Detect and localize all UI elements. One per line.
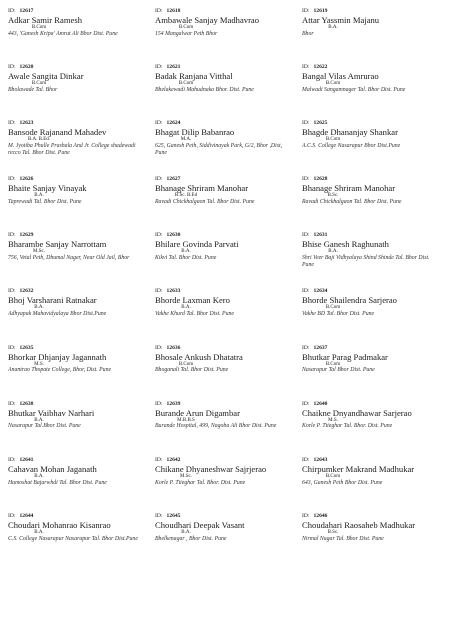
member-address: Adhyapak Mahavidyalaya Bhor Dist.Pune	[8, 311, 107, 318]
id-label: ID:	[155, 64, 163, 71]
member-name: Awale Sangita Dinkar	[8, 71, 84, 82]
member-id: 12618	[166, 8, 181, 14]
member-name: Bhoj Varsharani Ratnakar	[8, 295, 97, 306]
member-entry	[8, 343, 142, 399]
member-address: 625, Ganesh Peth, Siddivinayak Park, G/2, Bhor ,Dist, Pune	[155, 142, 283, 156]
id-label: ID:	[155, 8, 163, 14]
member-address: Anantrao Thopate College, Bhor, Dist. Pune	[8, 367, 112, 374]
id-label: ID:	[302, 232, 310, 239]
member-address: M. Jyotiba Phulle Prashala And Jr. College shadewadi recco Tal. Bhor Dist. Pune	[8, 142, 136, 156]
id-label: ID:	[155, 344, 163, 351]
member-id-line	[302, 8, 436, 15]
member-id: 12619	[313, 8, 328, 14]
member-id: 12645	[166, 512, 181, 519]
member-id: 12642	[166, 456, 181, 463]
member-qualification: B.Sc.	[327, 529, 339, 535]
member-id-line	[302, 288, 436, 295]
member-qualification: B.Com	[325, 81, 341, 87]
member-qualification: B.Com	[325, 137, 341, 143]
member-qualification: B.A. B.Ed.	[27, 137, 51, 143]
member-name: Badak Ranjana Vitthal	[155, 71, 233, 82]
member-name: Adkar Samir Ramesh	[8, 15, 82, 25]
id-label: ID:	[155, 120, 163, 127]
member-name: Ambawale Sanjay Madhavrao	[155, 15, 260, 25]
member-entry	[8, 6, 142, 62]
member-name: Chaikne Dnyandhawar Sarjerao	[302, 407, 412, 418]
member-qualification: B.Com	[31, 25, 47, 30]
member-address: Shri Veer Baji Vidhyalaya Shind Shinde Tal. Bhor Dist. Pune	[302, 255, 430, 269]
member-entry	[8, 174, 142, 230]
member-id: 12641	[19, 456, 34, 463]
id-label: ID:	[155, 232, 163, 239]
id-label: ID:	[302, 120, 310, 127]
member-qualification: B.Com	[178, 25, 194, 30]
member-id: 12636	[166, 344, 181, 351]
member-id-line	[302, 176, 436, 183]
id-label: ID:	[8, 120, 16, 127]
member-entry	[302, 6, 436, 62]
id-label: ID:	[8, 400, 16, 407]
member-address: Bhelkenagar , Bhor Dist. Pune	[155, 535, 227, 542]
id-label: ID:	[8, 8, 16, 14]
member-id: 12625	[313, 120, 328, 127]
member-entry	[155, 6, 289, 62]
member-id-line	[155, 513, 289, 520]
member-qualification: B.A.	[34, 529, 44, 535]
member-address: Vakhe BD Tal. Bhor Dist. Pune	[302, 311, 375, 318]
id-label: ID:	[8, 456, 16, 463]
member-id-line	[155, 8, 289, 15]
member-entry	[8, 62, 142, 118]
member-qualification: M.S.	[328, 417, 338, 423]
member-id-line	[8, 457, 142, 464]
member-qualification: B.A.	[181, 249, 191, 255]
member-id-line	[155, 457, 289, 464]
member-name: Bangal Vilas Amrurao	[302, 71, 379, 82]
member-name: Attar Yassmin Majanu	[302, 15, 380, 25]
member-address: 643, Ganesh Peth Bhor Dist. Pune	[302, 479, 383, 486]
member-entry	[302, 511, 436, 567]
member-id-line	[302, 64, 436, 71]
member-qualification: B.A.	[181, 305, 191, 311]
member-address: C.S. College Nasarapur Nasarapur Tal. Bhor Dist.Pune	[8, 535, 138, 542]
member-qualification: B.Sc.	[327, 193, 339, 199]
member-id: 12634	[313, 288, 328, 295]
member-name: Bhaite Sanjay Vinayak	[8, 183, 87, 194]
id-label: ID:	[155, 400, 163, 407]
member-qualification: B.A.	[34, 417, 44, 423]
member-name: Chikane Dhyaneshwar Sajrjerao	[155, 463, 267, 474]
member-id-line	[302, 232, 436, 239]
member-address: 154 Mangalwar Peth Bhor	[155, 30, 218, 37]
member-qualification: M.B.B.S	[177, 417, 195, 423]
member-qualification: B.A.	[181, 529, 191, 535]
id-label: ID:	[302, 288, 310, 295]
member-name: Bhosale Ankush Dhatatra	[155, 351, 243, 362]
member-id-line	[155, 120, 289, 127]
member-entry	[302, 399, 436, 455]
member-qualification: M.Sc.	[180, 473, 192, 479]
member-id: 12632	[19, 288, 34, 295]
member-name: Bharambe Sanjay Narrottam	[8, 239, 107, 250]
member-id: 12629	[19, 232, 34, 239]
member-id: 12626	[19, 176, 34, 183]
member-entry	[155, 118, 289, 174]
member-id-line	[302, 345, 436, 352]
member-id: 12631	[313, 232, 328, 239]
member-id: 12628	[313, 176, 328, 183]
member-entry	[302, 62, 436, 118]
member-name: Bhorde Shailendra Sarjerao	[302, 295, 397, 306]
id-label: ID:	[8, 344, 16, 351]
member-qualification: B.A.	[328, 25, 338, 30]
id-label: ID:	[8, 64, 16, 71]
member-name: Choudahari Raosaheb Madhukar	[302, 519, 416, 530]
member-address: Nirmal Nagar Tal. Bhor Dist. Pune	[302, 535, 384, 542]
member-name: Choudari Mohanrao Kisanrao	[8, 519, 111, 530]
member-address: Korle P. Ttieghar Tal. Bhor. Dist. Pune	[155, 479, 246, 486]
member-entry	[8, 455, 142, 511]
member-id: 12621	[166, 64, 181, 71]
id-label: ID:	[8, 176, 16, 183]
member-id-line	[155, 401, 289, 408]
id-label: ID:	[302, 64, 310, 71]
id-label: ID:	[302, 512, 310, 519]
member-qualification: B.Com	[325, 305, 341, 311]
member-id: 12643	[313, 456, 328, 463]
member-address: Ravadi Chickhalgaon Tal. Bhor Dist. Pune	[155, 199, 255, 206]
member-name: Choudhari Deepak Vasant	[155, 519, 245, 530]
member-id: 12624	[166, 120, 181, 127]
member-id: 12623	[19, 120, 34, 127]
member-id: 12617	[19, 8, 34, 14]
member-entry	[155, 174, 289, 230]
member-entry	[8, 399, 142, 455]
member-id-line	[155, 288, 289, 295]
id-label: ID:	[8, 512, 16, 519]
member-name: Bhagat Dilip Babanrao	[155, 127, 235, 138]
member-qualification: B.Com	[325, 473, 341, 479]
member-id: 12639	[166, 400, 181, 407]
member-qualification: B.Com	[178, 361, 194, 367]
member-qualification: B.A.	[328, 249, 338, 255]
member-name: Bhutkar Vaibhav Narhari	[8, 407, 95, 418]
member-id: 12644	[19, 512, 34, 519]
member-id-line	[8, 345, 142, 352]
member-id-line	[302, 457, 436, 464]
member-name: Bhagde Dhananjay Shankar	[302, 127, 398, 138]
member-address: Hamoshat Bajarwhdi Tal. Bhor Dist. Pune	[8, 479, 107, 486]
member-entry	[302, 174, 436, 230]
member-qualification: M.Sc.	[33, 249, 45, 255]
member-qualification: B.Com	[325, 361, 341, 367]
member-entry	[155, 399, 289, 455]
member-address: Bhoganali Tal. Bhor Dist. Pune	[155, 367, 229, 374]
member-entry	[302, 230, 436, 286]
member-name: Bhanage Shriram Manohar	[302, 183, 396, 194]
member-id: 12635	[19, 344, 34, 351]
member-id-line	[155, 232, 289, 239]
member-address: Taprewadi Tal. Bhor Dist. Pune	[8, 199, 82, 206]
member-id-line	[8, 64, 142, 71]
member-id-line	[155, 345, 289, 352]
member-id-line	[8, 120, 142, 127]
member-qualification: B.A.	[34, 193, 44, 199]
member-entry	[8, 118, 142, 174]
member-id: 12640	[313, 400, 328, 407]
member-qualification: M.S.	[34, 361, 44, 367]
member-entry	[155, 511, 289, 567]
member-entry	[302, 343, 436, 399]
id-label: ID:	[302, 8, 310, 14]
member-name: Bansode Rajanand Mahadev	[8, 127, 107, 138]
member-entry	[155, 343, 289, 399]
member-id: 12638	[19, 400, 34, 407]
member-id-line	[8, 8, 142, 15]
member-id-line	[8, 513, 142, 520]
id-label: ID:	[155, 176, 163, 183]
id-label: ID:	[155, 512, 163, 519]
member-id-line	[155, 64, 289, 71]
member-address: 443, 'Ganesh Kripa' Amrut Ali Bhor Dist. Pune	[8, 30, 118, 37]
member-qualification: B.A.	[34, 473, 44, 479]
member-id-line	[8, 176, 142, 183]
member-entry	[155, 286, 289, 342]
member-id: 12620	[19, 64, 34, 71]
id-label: ID:	[8, 288, 16, 295]
member-entry	[302, 118, 436, 174]
member-address: Burande Hospital, 499, Nagoba Ali Bhor Dist. Pune	[155, 423, 277, 430]
member-entry	[8, 230, 142, 286]
member-id-line	[8, 401, 142, 408]
member-qualification: M.A.	[180, 137, 192, 143]
member-qualification: B.Sc. B.Ed	[174, 193, 198, 199]
member-entry	[155, 230, 289, 286]
member-id-line	[302, 120, 436, 127]
member-name: Bhorkar Dhjanjay Jagannath	[8, 351, 107, 362]
member-address: Bholawade Tal. Bhor	[8, 86, 58, 93]
member-id-line	[155, 176, 289, 183]
id-label: ID:	[302, 400, 310, 407]
member-address: Malwadi Sangamnager Tal. Bhor Dist. Pune	[302, 86, 406, 93]
member-entry	[155, 455, 289, 511]
member-id-line	[8, 232, 142, 239]
member-qualification: B.Com	[178, 81, 194, 87]
member-id: 12637	[313, 344, 328, 351]
member-entry	[302, 455, 436, 511]
id-label: ID:	[302, 176, 310, 183]
member-qualification: B.Com	[31, 81, 47, 87]
member-entry	[155, 62, 289, 118]
id-label: ID:	[155, 456, 163, 463]
member-address: Vakhe Khurd Tal. Bhor Dist. Pune	[155, 311, 234, 318]
member-name: Chirpumker Makrand Madhukar	[302, 463, 415, 474]
id-label: ID:	[155, 288, 163, 295]
member-name: Bhutkar Parag Padmakar	[302, 351, 388, 362]
member-entry	[8, 286, 142, 342]
member-entry	[8, 511, 142, 567]
member-address: Nasarapur Tal Bhor Dist. Pune	[302, 367, 375, 374]
member-grid	[8, 6, 446, 567]
member-address: Kikvi Tal. Bhor Dist. Pune	[155, 255, 217, 262]
member-address: Korle P. Ttieghar Tal. Bhor. Dist. Pune	[302, 423, 393, 430]
member-name: Bhorde Laxman Kero	[155, 295, 230, 306]
member-address: Ravadi Chickhalgaon Tal. Bhor Dist. Pune	[302, 199, 402, 206]
member-qualification: B.A.	[34, 305, 44, 311]
member-id-line	[302, 513, 436, 520]
id-label: ID:	[302, 344, 310, 351]
member-id-line	[8, 288, 142, 295]
member-name: Bhilare Govinda Parvati	[155, 239, 239, 250]
member-id-line	[302, 401, 436, 408]
member-address: Nasarapur Tal.Bhor Dist. Pune	[8, 423, 81, 430]
member-id: 12622	[313, 64, 328, 71]
member-name: Burande Arun Digambar	[155, 407, 240, 418]
id-label: ID:	[8, 232, 16, 239]
member-address: A.C.S. College Nasarapur Bhor Dist.Pune	[302, 142, 401, 149]
member-entry	[302, 286, 436, 342]
member-address: 756, Vetal Peth, Dhumal Nager, Near Old Jail, Bhor	[8, 255, 130, 262]
member-id: 12630	[166, 232, 181, 239]
member-id: 12633	[166, 288, 181, 295]
member-address: Bhor	[302, 30, 314, 37]
member-name: Cahavan Mohan Jaganath	[8, 463, 97, 474]
member-name: Bhanage Shriram Manohar	[155, 183, 249, 194]
member-name: Bhise Ganesh Raghunath	[302, 239, 389, 250]
member-id: 12646	[313, 512, 328, 519]
member-address: Bhelakewadi Mahudnaka Bhor. Dist. Pune	[155, 86, 254, 93]
member-id: 12627	[166, 176, 181, 183]
id-label: ID:	[302, 456, 310, 463]
